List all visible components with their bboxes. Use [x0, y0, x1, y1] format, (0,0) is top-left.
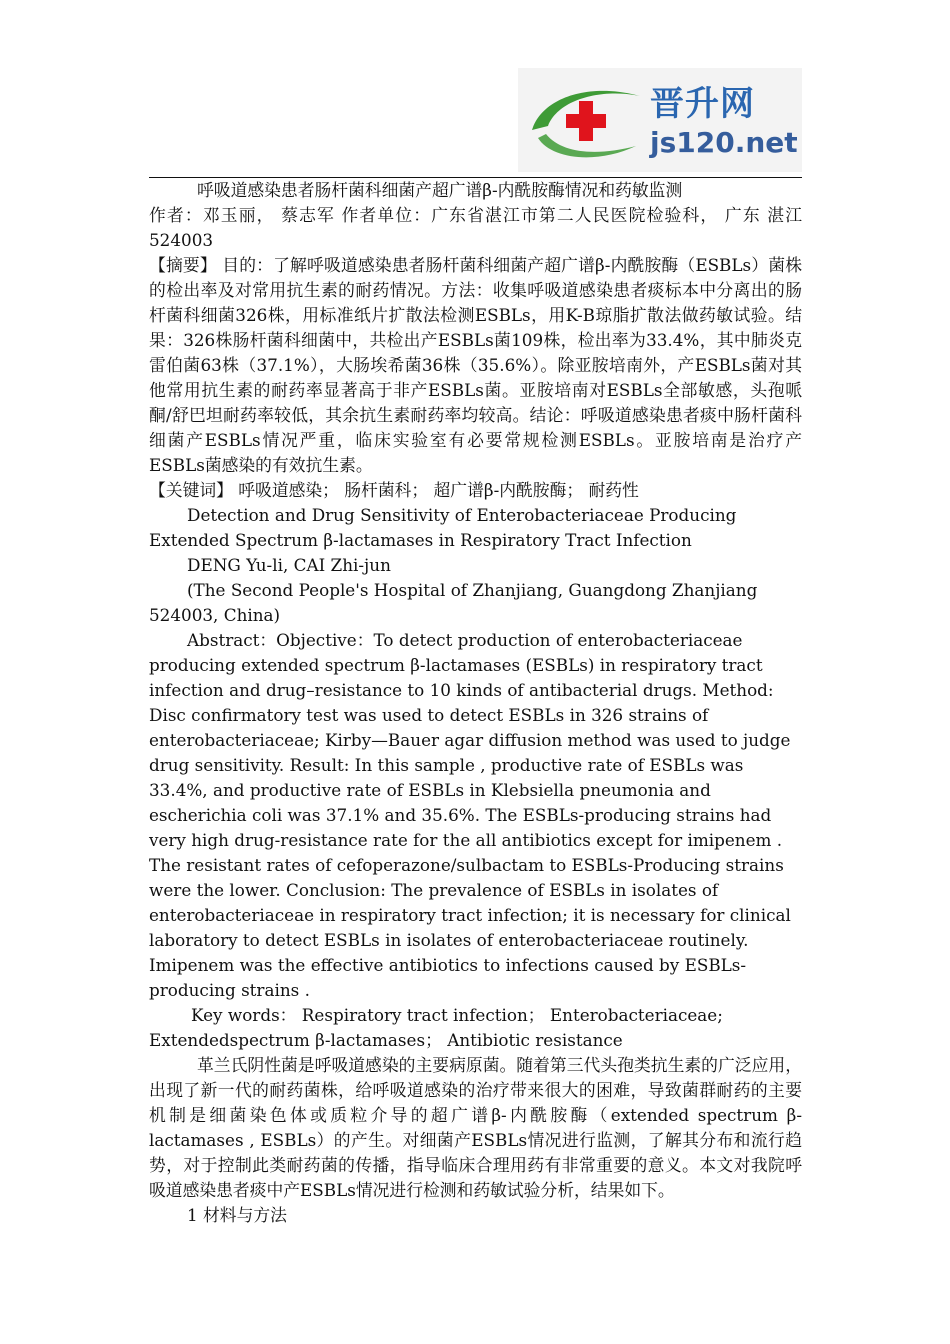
keywords-label-cn: 【关键词】 [149, 480, 233, 500]
section-heading-1: 1 材料与方法 [187, 1205, 287, 1225]
keywords-cn [149, 478, 802, 503]
logo-domain: js120.net [650, 126, 798, 159]
affiliation-en: (The Second People's Hospital of Zhanjiang, Guangdong Zhanjiang 524003, China) [149, 580, 758, 625]
logo-emblem-icon [518, 68, 658, 172]
logo-name: 晋升网 [650, 84, 755, 124]
article-title-en: Detection and Drug Sensitivity of Enterobacteriaceae Producing Extended Spectrum β-lactamases in Respiratory Tract Infection [149, 505, 737, 550]
intro-paragraph-cn: 革兰氏阴性菌是呼吸道感染的主要病原菌。随着第三代头孢类抗生素的广泛应用，出现了新一代的耐药菌株，给呼吸道感染的治疗带来很大的困难，导致菌群耐药的主要机制是细菌染色体或质粒介导的超广谱β-内酰胺酶（extended spectrum β-lactamases , ESBLs）的产生。对细菌产ESBLs情况进行监测，了解其分布和流行趋势，对于控制此类耐药菌的传播，指导临床合理用药有非常重要的意义。本文对我院呼吸道感染患者痰中产ESBLs情况进行检测和药敏试验分析，结果如下。 [149, 1055, 802, 1200]
abstract-label-cn: 【摘要】 [149, 255, 217, 275]
keywords-text-cn: 呼吸道感染； 肠杆菌科； 超广谱β-内酰胺酶； 耐药性 [232, 480, 639, 500]
keywords-en: Key words： Respiratory tract infection； Enterobacteriaceae; Extendedspectrum β-lactamases； Antibiotic resistance [149, 1005, 723, 1050]
article-title-cn: 呼吸道感染患者肠杆菌科细菌产超广谱β-内酰胺酶情况和药敏监测 [197, 180, 683, 200]
author-line-cn: 作者：邓玉丽， 蔡志军 作者单位：广东省湛江市第二人民医院检验科， 广东 湛江 524003 [149, 205, 802, 250]
site-logo[interactable] [518, 68, 802, 172]
authors-en: DENG Yu-li, CAI Zhi-jun [187, 555, 391, 575]
abstract-en: Abstract：Objective：To detect production of enterobacteriaceae producing extended spectrum β-lactamases (ESBLs) in respiratory tract infection and drug–resistance to 10 kinds of antibacterial drugs. Method: Disc confirmatory test was used to detect ESBLs in 326 strains of enterobacteriaceae; Kirby—Bauer agar diffusion method was used to judge drug sensitivity. Result: In this sample , productive rate of ESBLs was 33.4%, and productive rate of ESBLs in Klebsiella pneumonia and escherichia coli was 37.1% and 35.6%. The ESBLs-producing strains had very high drug-resistance rate for the all antibiotics except for imipenem . The resistant rates of cefoperazone/sulbactam to ESBLs-Producing strains were the lower. Conclusion: The prevalence of ESBLs in isolates of enterobacteriaceae in respiratory tract infection; it is necessary for clinical laboratory to detect ESBLs in isolates of enterobacteriaceae routinely. Imipenem was the effective antibiotics to infections caused by ESBLs-producing strains . [149, 630, 791, 1000]
abstract-cn [149, 253, 802, 478]
article-body [149, 178, 802, 1228]
abstract-text-cn: 目的：了解呼吸道感染患者肠杆菌科细菌产超广谱β-内酰胺酶（ESBLs）菌株的检出率及对常用抗生素的耐药情况。方法：收集呼吸道感染患者痰标本中分离出的肠杆菌科细菌326株，用标准纸片扩散法检测ESBLs，用K-B琼脂扩散法做药敏试验。结果：326株肠杆菌科细菌中，共检出产ESBLs菌109株，检出率为33.4%，其中肺炎克雷伯菌63株（37.1%），大肠埃希菌36株（35.6%）。除亚胺培南外，产ESBLs菌对其他常用抗生素的耐药率显著高于非产ESBLs菌。亚胺培南对ESBLs全部敏感，头孢哌酮/舒巴坦耐药率较低，其余抗生素耐药率均较高。结论：呼吸道感染患者痰中肠杆菌科细菌产ESBLs情况严重，临床实验室有必要常规检测ESBLs。亚胺培南是治疗产ESBLs菌感染的有效抗生素。 [149, 255, 802, 475]
